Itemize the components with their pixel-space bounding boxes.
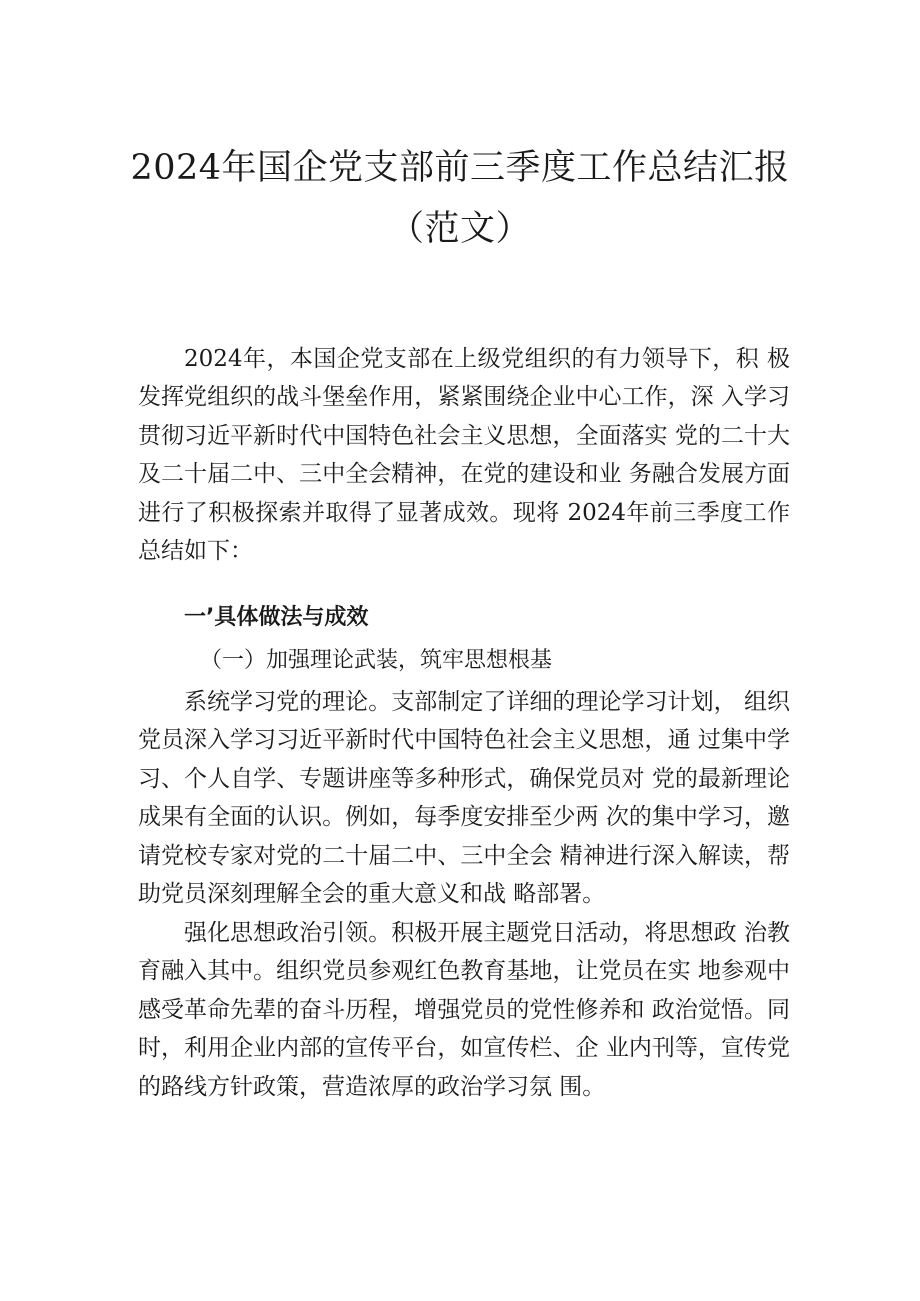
section-heading-practices: 一’具体做法与成效 [184, 605, 369, 630]
document-subtitle: （范文） [388, 209, 531, 249]
intro-paragraph: 2024年，本国企党支部在上级党组织的有力领导下，积 极发挥党组织的战斗堡垒作用，紧紧围绕企业中心工作，深 入学习贯彻习近平新时代中国特色社会主义思想，全面落实 党的二十大及二十届二中、三中全会精神，在党的建设和业 务融合发展方面进行了积极探索并取得了显著成效。现将 2024年前三季度工作总结如下： [138, 346, 790, 565]
subsection-heading-theory: （一）加强理论武装，筑牢思想根基 [200, 648, 553, 673]
document-title: 2024年国企党支部前三季度工作总结汇报 [130, 148, 790, 188]
paragraph-theory-study: 系统学习党的理论。支部制定了详细的理论学习计划， 组织党员深入学习习近平新时代中国特色社会主义思想，通 过集中学习、个人自学、专题讲座等多种形式，确保党员对 党的最新理论成果有全面的认识。例如，每季度安排至少两 次的集中学习，邀请党校专家对党的二十届二中、三中全会 精神进行深入解读，帮助党员深刻理解全会的重大意义和战 略部署。 [138, 689, 790, 908]
paragraph-political-guidance: 强化思想政治引领。积极开展主题党日活动，将思想政 治教育融入其中。组织党员参观红色教育基地，让党员在实 地参观中感受革命先辈的奋斗历程，增强党员的党性修养和 政治觉悟。同时，利用企业内部的宣传平台，如宣传栏、企 业内刊等，宣传党的路线方针政策，营造浓厚的政治学习氛 围。 [138, 920, 790, 1100]
